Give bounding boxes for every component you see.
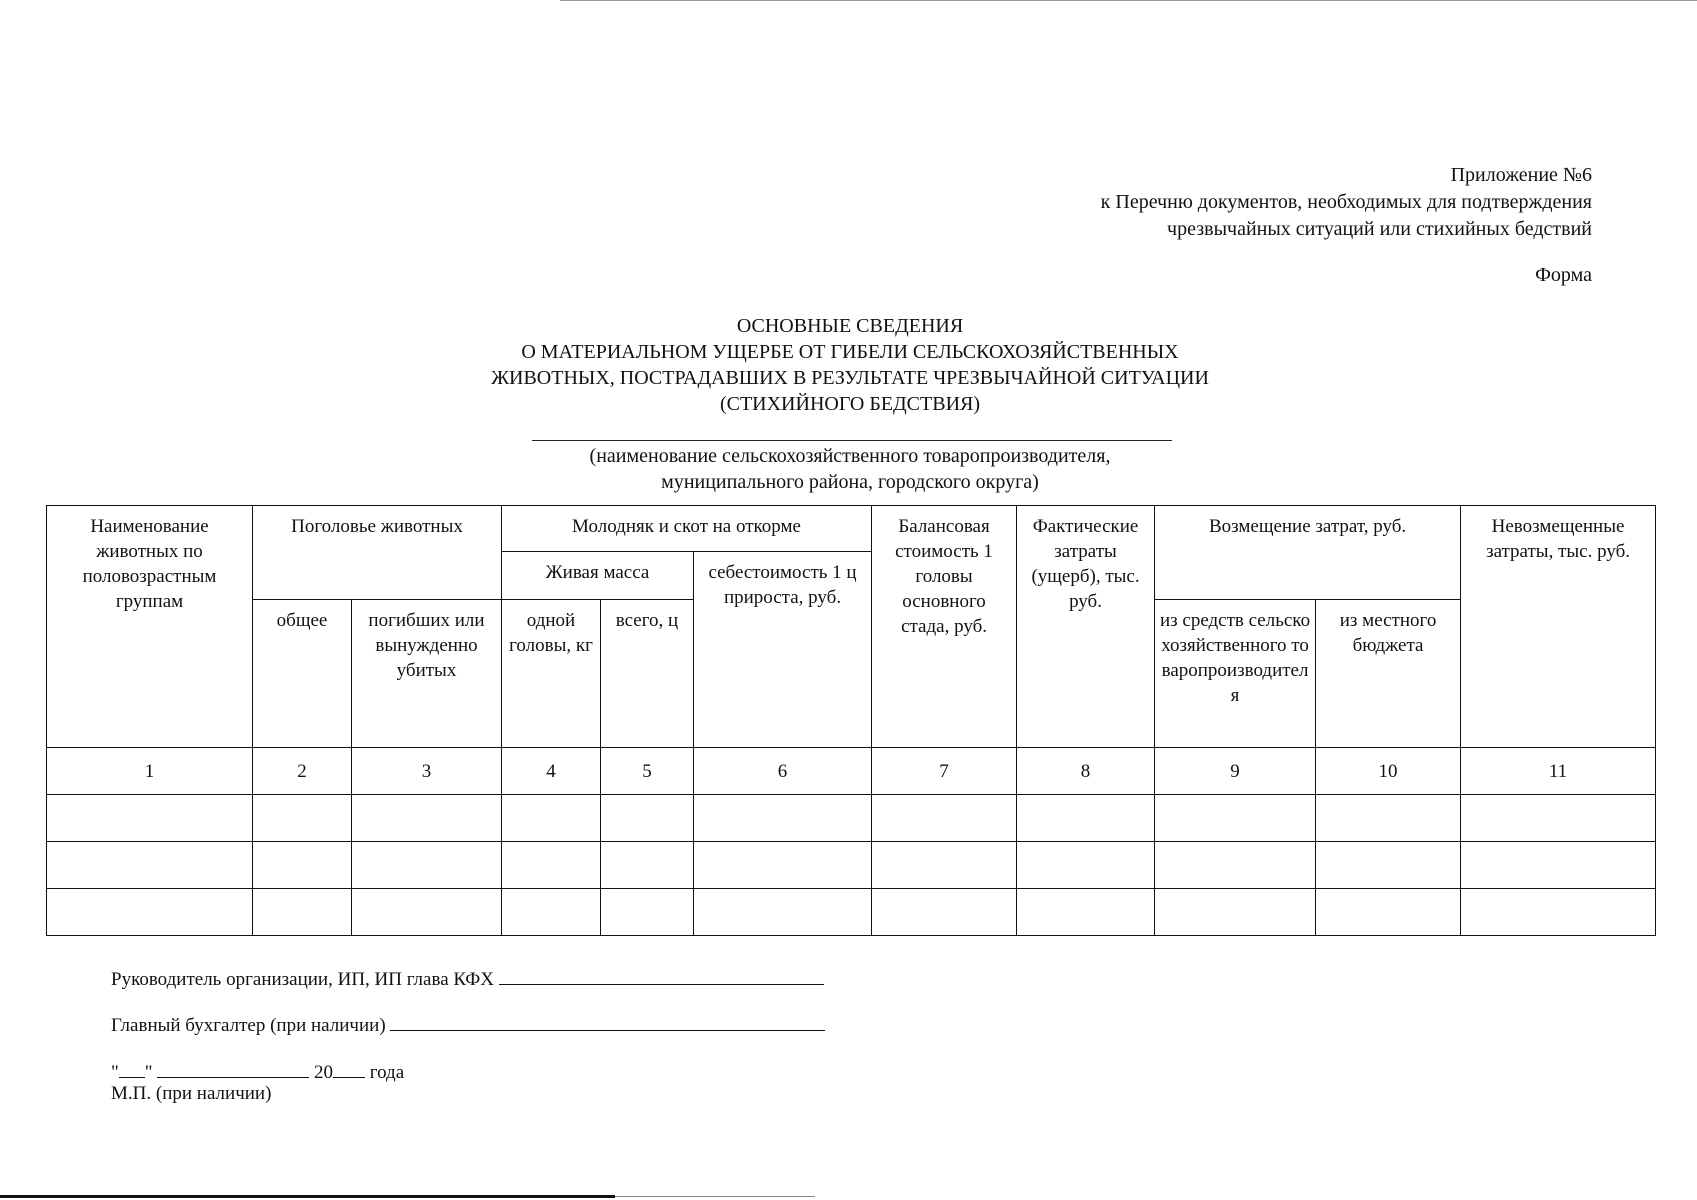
table-cell[interactable]: [1316, 889, 1461, 936]
table-cell[interactable]: [694, 842, 872, 889]
table-cell[interactable]: [502, 842, 601, 889]
header-live-weight: Живая масса: [502, 552, 694, 600]
appendix-line-2: чрезвычайных ситуаций или стихийных бедствий: [1167, 218, 1592, 240]
date-year-word: года: [369, 1062, 405, 1083]
table-cell[interactable]: [1017, 842, 1155, 889]
header-total: общее: [253, 600, 352, 748]
appendix-number: Приложение №6: [1450, 164, 1592, 186]
table-cell[interactable]: [1316, 795, 1461, 842]
scan-edge-top: [560, 0, 1697, 1]
header-local-budget: из местного бюджета: [1316, 600, 1461, 748]
head-signature: [111, 966, 824, 991]
table-cell[interactable]: [694, 795, 872, 842]
table-cell[interactable]: [253, 795, 352, 842]
header-young-fattening: Молодняк и скот на откорме: [502, 506, 872, 552]
caption-line-1: (наименование сельскохозяйственного товаропроизводителя,: [589, 445, 1111, 467]
date-quote-close: ": [144, 1062, 153, 1083]
header-producer-funds: из средств сельскохозяйственного товаропроизводителя: [1155, 600, 1316, 748]
table-cell[interactable]: [601, 795, 694, 842]
title-line-3: ЖИВОТНЫХ, ПОСТРАДАВШИХ В РЕЗУЛЬТАТЕ ЧРЕЗВЫЧАЙНОЙ СИТУАЦИИ: [491, 367, 1209, 389]
stamp-label: М.П. (при наличии): [111, 1083, 272, 1104]
date-month-line[interactable]: [157, 1059, 309, 1078]
caption-line-2: муниципального района, городского округа): [661, 471, 1039, 493]
table-cell[interactable]: [502, 795, 601, 842]
col-num-10: 10: [1316, 748, 1461, 795]
date-day-line[interactable]: [119, 1059, 145, 1078]
table-cell[interactable]: [872, 795, 1017, 842]
accountant-signature-line[interactable]: [390, 1012, 825, 1031]
col-num-1: 1: [47, 748, 253, 795]
table-cell[interactable]: [352, 889, 502, 936]
col-num-4: 4: [502, 748, 601, 795]
title-line-4: (СТИХИЙНОГО БЕДСТВИЯ): [719, 393, 981, 415]
header-animal-group: Наименование животных по половозрастным группам: [47, 506, 253, 748]
table-cell[interactable]: [694, 889, 872, 936]
table-cell[interactable]: [872, 889, 1017, 936]
col-num-2: 2: [253, 748, 352, 795]
col-num-5: 5: [601, 748, 694, 795]
scan-edge-bottom-thin: [615, 1196, 815, 1197]
header-balance-value: Балансовая стоимость 1 головы основного стада, руб.: [872, 506, 1017, 748]
header-dead: погибших или вынужденно убитых: [352, 600, 502, 748]
header-one-head: одной головы, кг: [502, 600, 601, 748]
table-cell[interactable]: [1461, 889, 1656, 936]
date-field: [111, 1059, 404, 1084]
header-compensation: Возмещение затрат, руб.: [1155, 506, 1461, 600]
table-cell[interactable]: [1155, 842, 1316, 889]
header-cost-per-centner: себестоимость 1 ц прироста, руб.: [694, 552, 872, 748]
table-cell[interactable]: [1155, 889, 1316, 936]
table-cell[interactable]: [1155, 795, 1316, 842]
producer-name-caption: [450, 443, 1250, 495]
form-label: Форма: [1535, 264, 1592, 286]
table-cell[interactable]: [253, 842, 352, 889]
table-cell[interactable]: [47, 795, 253, 842]
accountant-signature-label: Главный бухгалтер (при наличии): [111, 1015, 386, 1036]
col-num-9: 9: [1155, 748, 1316, 795]
table-cell[interactable]: [1461, 795, 1656, 842]
table-cell[interactable]: [253, 889, 352, 936]
date-quote-open: ": [111, 1062, 119, 1083]
table-row: [47, 889, 1656, 936]
damage-table: [46, 505, 1656, 936]
appendix-header: [1101, 162, 1592, 243]
col-num-3: 3: [352, 748, 502, 795]
col-num-6: 6: [694, 748, 872, 795]
table-cell[interactable]: [1461, 842, 1656, 889]
col-num-7: 7: [872, 748, 1017, 795]
table-cell[interactable]: [47, 889, 253, 936]
table-cell[interactable]: [352, 842, 502, 889]
table-cell[interactable]: [352, 795, 502, 842]
table-cell[interactable]: [1017, 889, 1155, 936]
head-signature-line[interactable]: [499, 966, 824, 985]
table-cell[interactable]: [502, 889, 601, 936]
title-line-1: ОСНОВНЫЕ СВЕДЕНИЯ: [736, 315, 964, 337]
date-year-line[interactable]: [333, 1059, 365, 1078]
col-num-8: 8: [1017, 748, 1155, 795]
header-all: всего, ц: [601, 600, 694, 748]
col-num-11: 11: [1461, 748, 1656, 795]
table-cell[interactable]: [47, 842, 253, 889]
header-uncompensated: Невозмещенные затраты, тыс. руб.: [1461, 506, 1656, 748]
header-actual-costs: Фактические затраты (ущерб), тыс. руб.: [1017, 506, 1155, 748]
head-signature-label: Руководитель организации, ИП, ИП глава КФХ: [111, 969, 494, 990]
table-cell[interactable]: [1017, 795, 1155, 842]
producer-name-line[interactable]: [532, 440, 1172, 441]
appendix-line-1: к Перечню документов, необходимых для подтверждения: [1100, 191, 1592, 213]
table-cell[interactable]: [601, 889, 694, 936]
scan-edge-bottom: [0, 1195, 615, 1198]
table-cell[interactable]: [872, 842, 1017, 889]
header-livestock: Поголовье животных: [253, 506, 502, 600]
accountant-signature: [111, 1012, 825, 1037]
date-century: 20: [314, 1062, 334, 1083]
title-line-2: О МАТЕРИАЛЬНОМ УЩЕРБЕ ОТ ГИБЕЛИ СЕЛЬСКОХОЗЯЙСТВЕННЫХ: [521, 341, 1179, 363]
table-cell[interactable]: [601, 842, 694, 889]
table-cell[interactable]: [1316, 842, 1461, 889]
document-title: [350, 313, 1350, 417]
column-numbers-row: [47, 748, 1656, 795]
table-row: [47, 795, 1656, 842]
table-row: [47, 842, 1656, 889]
